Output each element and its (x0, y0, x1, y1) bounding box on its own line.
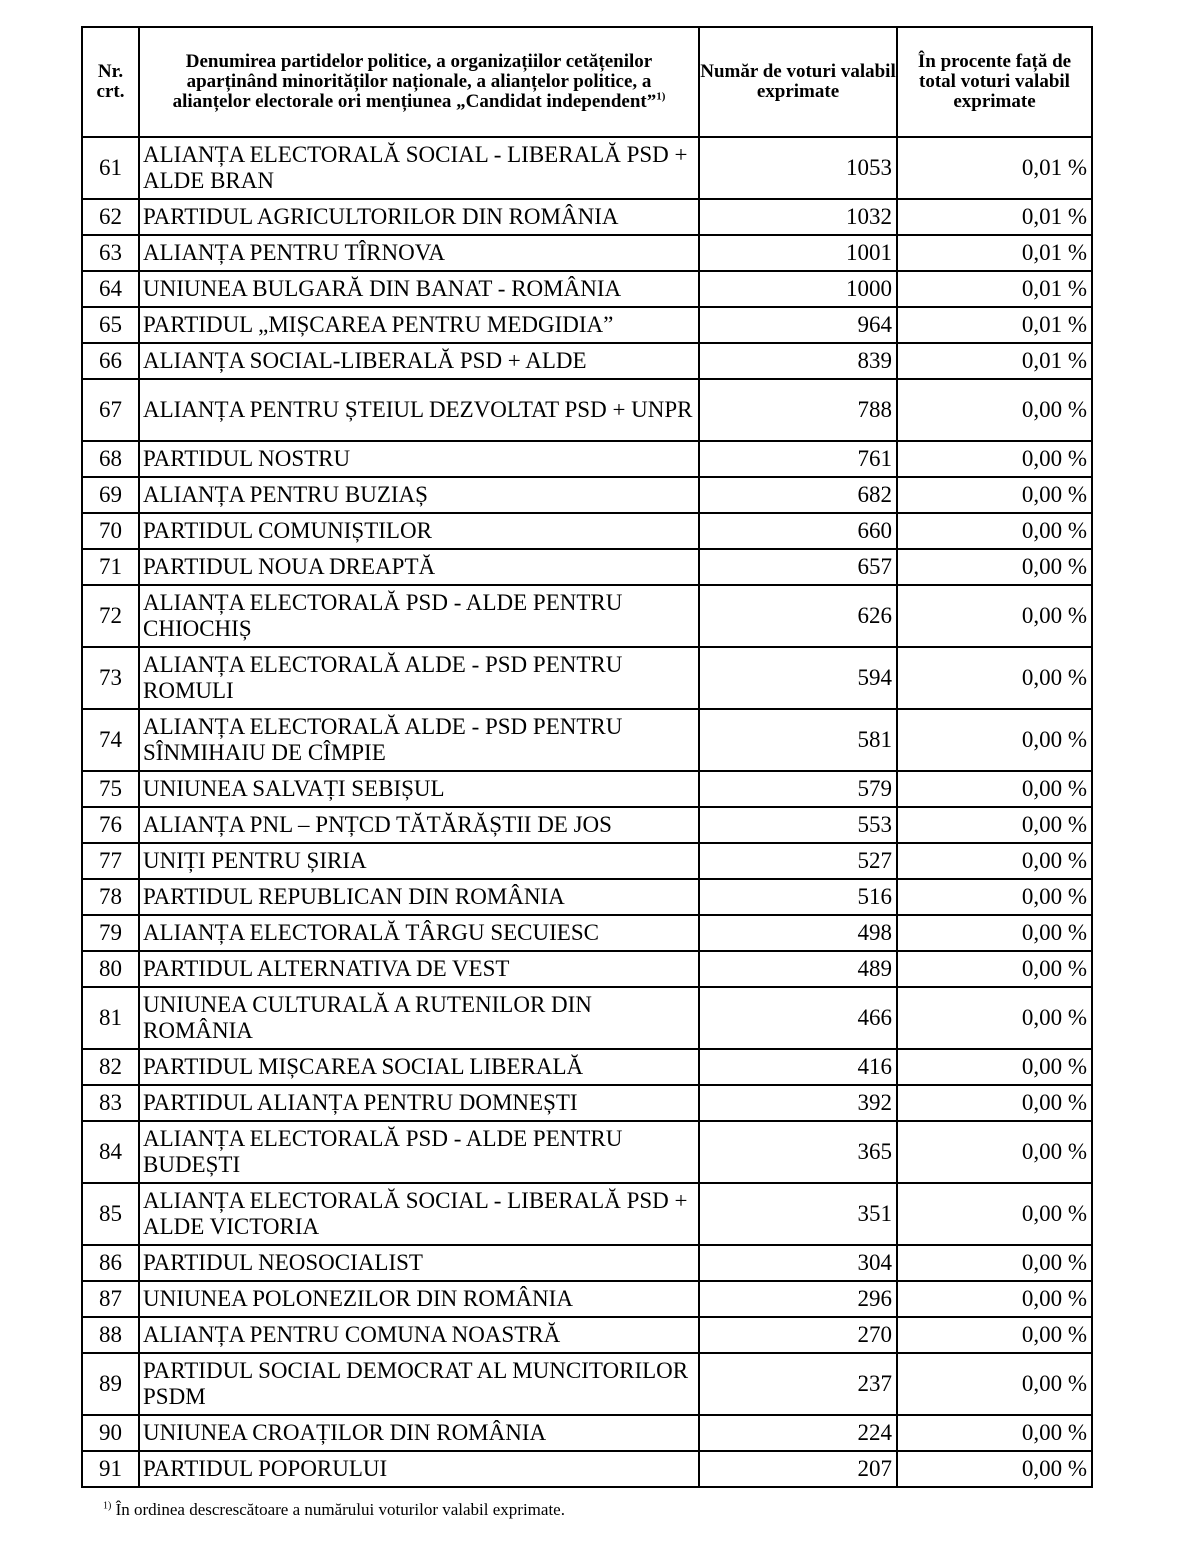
row-votes: 498 (699, 915, 897, 951)
table-row (82, 477, 1092, 513)
header-nr: Nr. crt. (82, 27, 139, 137)
table-row (82, 1121, 1092, 1183)
table-row (82, 199, 1092, 235)
row-percent: 0,00 % (897, 1281, 1092, 1317)
row-party-name: UNIȚI PENTRU ȘIRIA (139, 843, 699, 879)
row-number: 68 (82, 441, 139, 477)
table-row (82, 647, 1092, 709)
row-number: 76 (82, 807, 139, 843)
table-body (82, 137, 1092, 1487)
table-row (82, 771, 1092, 807)
row-percent: 0,00 % (897, 379, 1092, 441)
row-percent: 0,01 % (897, 235, 1092, 271)
row-percent: 0,00 % (897, 771, 1092, 807)
row-party-name: ALIANȚA ELECTORALĂ ALDE - PSD PENTRU SÎNMIHAIU DE CÎMPIE (139, 709, 699, 771)
row-percent: 0,00 % (897, 1049, 1092, 1085)
row-party-name: PARTIDUL SOCIAL DEMOCRAT AL MUNCITORILOR PSDM (139, 1353, 699, 1415)
table-row (82, 1317, 1092, 1353)
row-votes: 660 (699, 513, 897, 549)
row-percent: 0,01 % (897, 307, 1092, 343)
row-party-name: PARTIDUL AGRICULTORILOR DIN ROMÂNIA (139, 199, 699, 235)
table-row (82, 709, 1092, 771)
row-percent: 0,00 % (897, 915, 1092, 951)
header-footnote-mark: 1) (656, 90, 666, 103)
row-party-name: ALIANȚA ELECTORALĂ PSD - ALDE PENTRU CHIOCHIȘ (139, 585, 699, 647)
row-votes: 1000 (699, 271, 897, 307)
row-party-name: UNIUNEA CROAȚILOR DIN ROMÂNIA (139, 1415, 699, 1451)
row-votes: 466 (699, 987, 897, 1049)
row-percent: 0,00 % (897, 441, 1092, 477)
row-votes: 839 (699, 343, 897, 379)
row-number: 78 (82, 879, 139, 915)
row-number: 70 (82, 513, 139, 549)
row-party-name: PARTIDUL ALTERNATIVA DE VEST (139, 951, 699, 987)
row-party-name: PARTIDUL NOUA DREAPTĂ (139, 549, 699, 585)
row-number: 74 (82, 709, 139, 771)
row-party-name: ALIANȚA ELECTORALĂ PSD - ALDE PENTRU BUDEȘTI (139, 1121, 699, 1183)
table-row (82, 1245, 1092, 1281)
row-number: 75 (82, 771, 139, 807)
row-number: 85 (82, 1183, 139, 1245)
row-votes: 964 (699, 307, 897, 343)
row-percent: 0,01 % (897, 271, 1092, 307)
row-votes: 1053 (699, 137, 897, 199)
row-votes: 579 (699, 771, 897, 807)
row-party-name: PARTIDUL NEOSOCIALIST (139, 1245, 699, 1281)
header-votes: Număr de voturi valabil exprimate (699, 27, 897, 137)
row-number: 77 (82, 843, 139, 879)
row-party-name: UNIUNEA SALVAȚI SEBIȘUL (139, 771, 699, 807)
row-votes: 516 (699, 879, 897, 915)
table-row (82, 843, 1092, 879)
row-votes: 237 (699, 1353, 897, 1415)
row-party-name: PARTIDUL COMUNIȘTILOR (139, 513, 699, 549)
row-number: 88 (82, 1317, 139, 1353)
row-party-name: ALIANȚA PENTRU TÎRNOVA (139, 235, 699, 271)
table-row (82, 1415, 1092, 1451)
row-percent: 0,01 % (897, 137, 1092, 199)
row-percent: 0,00 % (897, 585, 1092, 647)
row-votes: 788 (699, 379, 897, 441)
row-percent: 0,00 % (897, 1415, 1092, 1451)
row-party-name: PARTIDUL POPORULUI (139, 1451, 699, 1487)
table-row (82, 379, 1092, 441)
table-row (82, 549, 1092, 585)
row-party-name: ALIANȚA SOCIAL-LIBERALĂ PSD + ALDE (139, 343, 699, 379)
table-row (82, 1049, 1092, 1085)
footnote-text: În ordinea descrescătoare a numărului voturilor valabil exprimate. (115, 1500, 565, 1519)
row-votes: 553 (699, 807, 897, 843)
row-number: 89 (82, 1353, 139, 1415)
row-percent: 0,00 % (897, 951, 1092, 987)
row-votes: 761 (699, 441, 897, 477)
row-party-name: UNIUNEA POLONEZILOR DIN ROMÂNIA (139, 1281, 699, 1317)
row-party-name: ALIANȚA ELECTORALĂ SOCIAL - LIBERALĂ PSD + ALDE VICTORIA (139, 1183, 699, 1245)
table-row (82, 987, 1092, 1049)
row-number: 87 (82, 1281, 139, 1317)
row-votes: 351 (699, 1183, 897, 1245)
row-party-name: PARTIDUL ALIANȚA PENTRU DOMNEȘTI (139, 1085, 699, 1121)
row-number: 80 (82, 951, 139, 987)
row-votes: 527 (699, 843, 897, 879)
row-votes: 207 (699, 1451, 897, 1487)
row-party-name: ALIANȚA PENTRU COMUNA NOASTRĂ (139, 1317, 699, 1353)
row-number: 90 (82, 1415, 139, 1451)
row-number: 91 (82, 1451, 139, 1487)
row-votes: 224 (699, 1415, 897, 1451)
row-votes: 416 (699, 1049, 897, 1085)
row-votes: 365 (699, 1121, 897, 1183)
row-number: 64 (82, 271, 139, 307)
table-row (82, 1353, 1092, 1415)
row-votes: 682 (699, 477, 897, 513)
row-percent: 0,00 % (897, 477, 1092, 513)
table-row (82, 1451, 1092, 1487)
table-row (82, 343, 1092, 379)
header-percent: În procente față de total voturi valabil exprimate (897, 27, 1092, 137)
row-votes: 626 (699, 585, 897, 647)
table-row (82, 441, 1092, 477)
row-votes: 270 (699, 1317, 897, 1353)
row-number: 73 (82, 647, 139, 709)
row-number: 62 (82, 199, 139, 235)
row-party-name: UNIUNEA BULGARĂ DIN BANAT - ROMÂNIA (139, 271, 699, 307)
row-party-name: ALIANȚA ELECTORALĂ ALDE - PSD PENTRU ROMULI (139, 647, 699, 709)
row-number: 69 (82, 477, 139, 513)
table-row (82, 585, 1092, 647)
row-percent: 0,00 % (897, 807, 1092, 843)
row-party-name: PARTIDUL REPUBLICAN DIN ROMÂNIA (139, 879, 699, 915)
row-number: 67 (82, 379, 139, 441)
table-row (82, 271, 1092, 307)
row-percent: 0,00 % (897, 1085, 1092, 1121)
row-percent: 0,00 % (897, 647, 1092, 709)
table-row (82, 951, 1092, 987)
footnote (103, 1500, 565, 1520)
row-number: 61 (82, 137, 139, 199)
table-row (82, 137, 1092, 199)
row-number: 81 (82, 987, 139, 1049)
row-number: 63 (82, 235, 139, 271)
row-number: 83 (82, 1085, 139, 1121)
table-row (82, 1085, 1092, 1121)
row-votes: 392 (699, 1085, 897, 1121)
row-number: 65 (82, 307, 139, 343)
table-row (82, 307, 1092, 343)
row-percent: 0,00 % (897, 987, 1092, 1049)
row-percent: 0,00 % (897, 709, 1092, 771)
row-party-name: ALIANȚA PNL – PNȚCD TĂTĂRĂȘTII DE JOS (139, 807, 699, 843)
table-row (82, 513, 1092, 549)
row-percent: 0,00 % (897, 1317, 1092, 1353)
row-votes: 489 (699, 951, 897, 987)
header-name-text: Denumirea partidelor politice, a organizațiilor cetățenilor aparținând minorităților naționale, a alianțelor politice, a alianțelor electorale ori mențiunea „Candidat independent” (172, 51, 657, 112)
row-percent: 0,00 % (897, 549, 1092, 585)
row-percent: 0,00 % (897, 513, 1092, 549)
row-percent: 0,00 % (897, 1353, 1092, 1415)
row-party-name: UNIUNEA CULTURALĂ A RUTENILOR DIN ROMÂNIA (139, 987, 699, 1049)
row-votes: 296 (699, 1281, 897, 1317)
row-percent: 0,00 % (897, 1183, 1092, 1245)
row-party-name: PARTIDUL MIȘCAREA SOCIAL LIBERALĂ (139, 1049, 699, 1085)
row-number: 71 (82, 549, 139, 585)
row-party-name: PARTIDUL NOSTRU (139, 441, 699, 477)
row-number: 79 (82, 915, 139, 951)
table-row (82, 879, 1092, 915)
row-number: 66 (82, 343, 139, 379)
row-percent: 0,00 % (897, 1245, 1092, 1281)
row-votes: 594 (699, 647, 897, 709)
row-percent: 0,00 % (897, 1121, 1092, 1183)
row-votes: 304 (699, 1245, 897, 1281)
row-party-name: ALIANȚA PENTRU ȘTEIUL DEZVOLTAT PSD + UNPR (139, 379, 699, 441)
footnote-mark: 1) (103, 1500, 112, 1512)
table-row (82, 1183, 1092, 1245)
row-votes: 1001 (699, 235, 897, 271)
row-percent: 0,00 % (897, 879, 1092, 915)
results-table (81, 26, 1093, 1488)
row-percent: 0,01 % (897, 199, 1092, 235)
table-row (82, 915, 1092, 951)
row-party-name: PARTIDUL „MIȘCAREA PENTRU MEDGIDIA” (139, 307, 699, 343)
row-votes: 657 (699, 549, 897, 585)
row-percent: 0,00 % (897, 1451, 1092, 1487)
row-party-name: ALIANȚA ELECTORALĂ SOCIAL - LIBERALĂ PSD + ALDE BRAN (139, 137, 699, 199)
row-percent: 0,01 % (897, 343, 1092, 379)
row-party-name: ALIANȚA ELECTORALĂ TÂRGU SECUIESC (139, 915, 699, 951)
table-row (82, 235, 1092, 271)
table-header (82, 27, 1092, 137)
row-votes: 581 (699, 709, 897, 771)
table-row (82, 807, 1092, 843)
row-number: 84 (82, 1121, 139, 1183)
table-row (82, 1281, 1092, 1317)
row-party-name: ALIANȚA PENTRU BUZIAȘ (139, 477, 699, 513)
header-name (139, 27, 699, 137)
row-number: 86 (82, 1245, 139, 1281)
row-votes: 1032 (699, 199, 897, 235)
row-percent: 0,00 % (897, 843, 1092, 879)
row-number: 72 (82, 585, 139, 647)
row-number: 82 (82, 1049, 139, 1085)
